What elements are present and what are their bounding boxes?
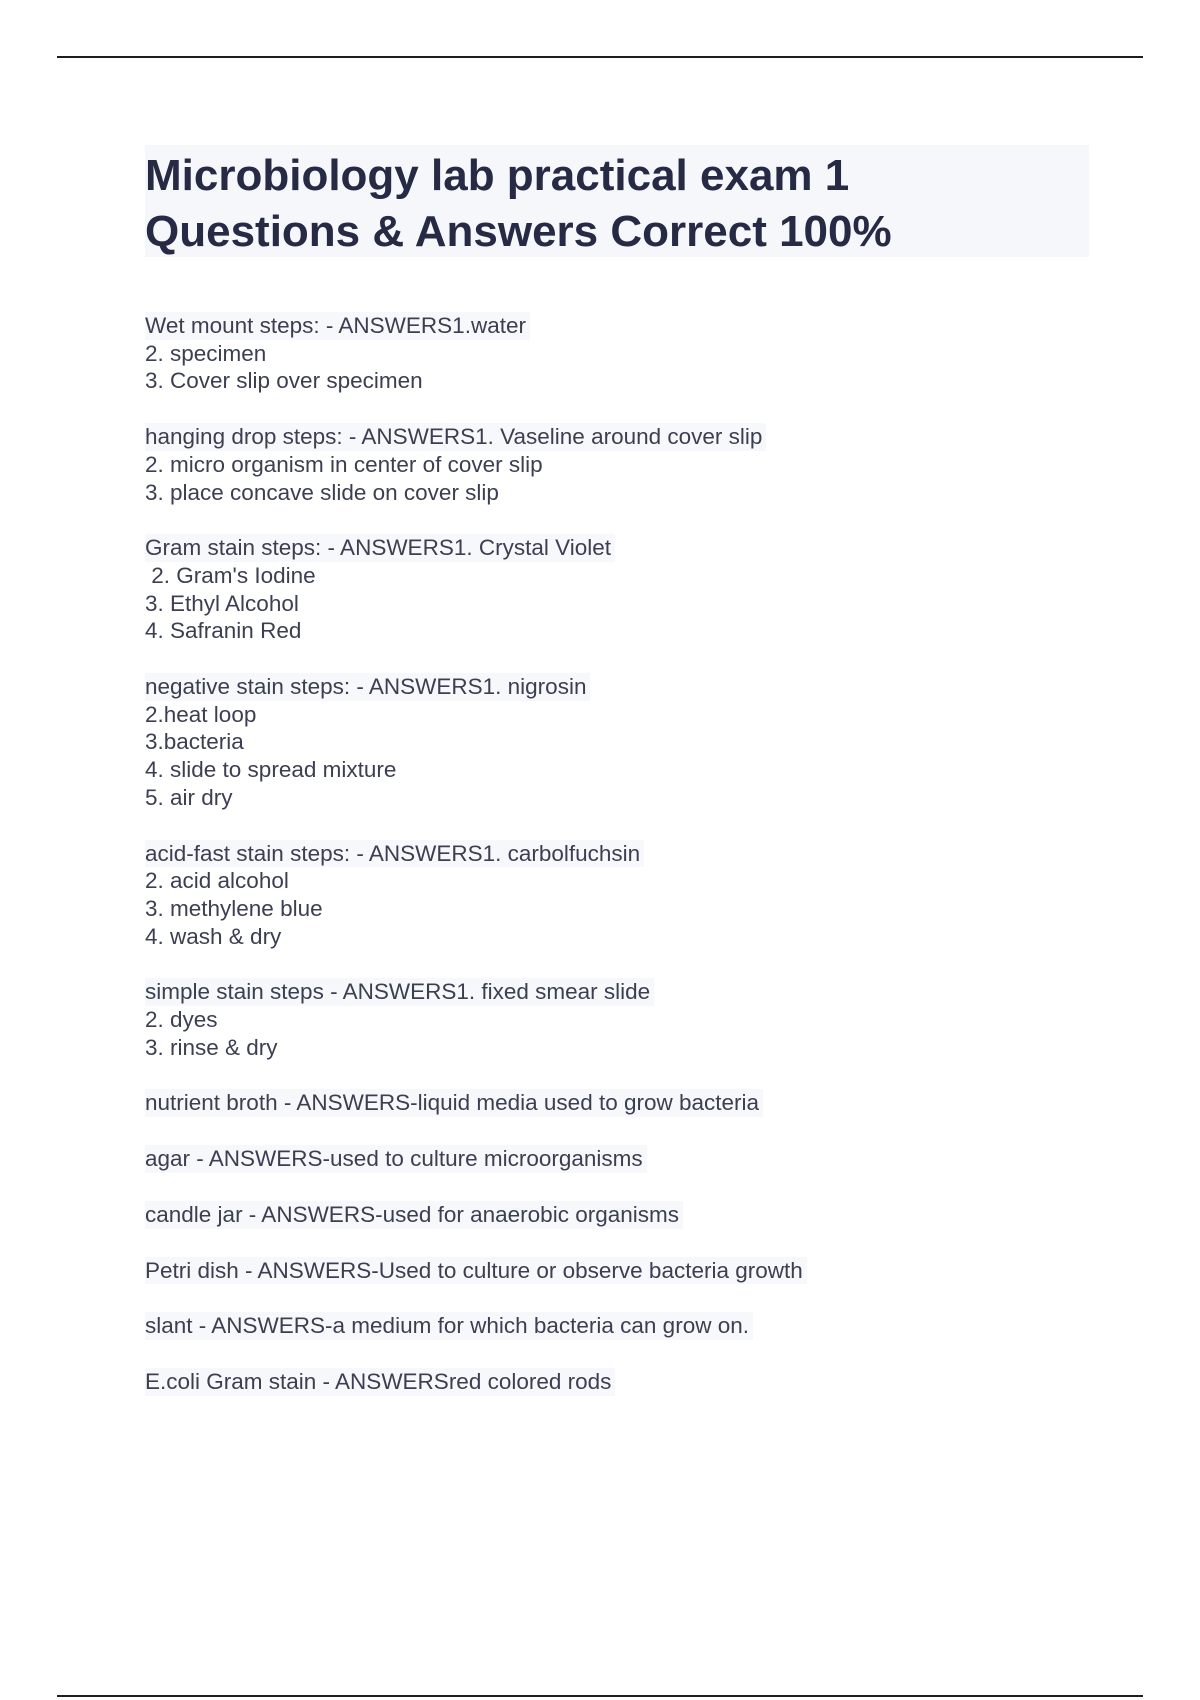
qa-question-line: hanging drop steps: - ANSWERS1. Vaseline around cover slip bbox=[145, 423, 766, 451]
header-divider bbox=[57, 56, 1143, 58]
qa-answer-line: 4. wash & dry bbox=[145, 923, 282, 949]
qa-answer-line: 2. micro organism in center of cover slip bbox=[145, 451, 543, 477]
qa-answer-line: 3.bacteria bbox=[145, 729, 244, 755]
qa-item-acid-fast-stain bbox=[145, 840, 1095, 951]
qa-question-line: acid-fast stain steps: - ANSWERS1. carbolfuchsin bbox=[145, 840, 644, 868]
qa-item-negative-stain bbox=[145, 673, 1095, 812]
qa-question-line: E.coli Gram stain - ANSWERSred colored rods bbox=[145, 1368, 615, 1396]
qa-question-line: slant - ANSWERS-a medium for which bacteria can grow on. bbox=[145, 1312, 753, 1340]
qa-answer-line: 5. air dry bbox=[145, 784, 233, 810]
footer-divider bbox=[57, 1695, 1143, 1697]
qa-answer-line: 3. methylene blue bbox=[145, 895, 323, 921]
qa-item-agar bbox=[145, 1145, 1095, 1173]
qa-answer-line: 4. Safranin Red bbox=[145, 618, 302, 644]
qa-item-simple-stain bbox=[145, 978, 1095, 1061]
qa-list bbox=[145, 312, 1095, 1424]
qa-question-line: Petri dish - ANSWERS-Used to culture or observe bacteria growth bbox=[145, 1257, 807, 1285]
qa-item-candle-jar bbox=[145, 1201, 1095, 1229]
qa-answer-line: 2. dyes bbox=[145, 1007, 218, 1033]
qa-answer-line: 2. specimen bbox=[145, 340, 267, 366]
qa-item-hanging-drop bbox=[145, 423, 1095, 506]
qa-question-line: Gram stain steps: - ANSWERS1. Crystal Violet bbox=[145, 534, 615, 562]
qa-item-slant bbox=[145, 1312, 1095, 1340]
qa-answer-line: 3. Ethyl Alcohol bbox=[145, 590, 299, 616]
qa-answer-line: 2. acid alcohol bbox=[145, 868, 289, 894]
qa-answer-line: 2.heat loop bbox=[145, 701, 257, 727]
qa-answer-line: 4. slide to spread mixture bbox=[145, 757, 397, 783]
qa-item-gram-stain bbox=[145, 534, 1095, 645]
qa-question-line: negative stain steps: - ANSWERS1. nigrosin bbox=[145, 673, 590, 701]
qa-item-petri-dish bbox=[145, 1257, 1095, 1285]
qa-question-line: candle jar - ANSWERS-used for anaerobic organisms bbox=[145, 1201, 683, 1229]
qa-question-line: Wet mount steps: - ANSWERS1.water bbox=[145, 312, 530, 340]
qa-question-line: simple stain steps - ANSWERS1. fixed smear slide bbox=[145, 978, 654, 1006]
qa-item-wet-mount bbox=[145, 312, 1095, 395]
qa-item-nutrient-broth bbox=[145, 1089, 1095, 1117]
qa-question-line: nutrient broth - ANSWERS-liquid media used to grow bacteria bbox=[145, 1089, 763, 1117]
document-title bbox=[145, 145, 1089, 257]
title-line-2: Questions & Answers Correct 100% bbox=[145, 207, 892, 256]
qa-answer-line: 2. Gram's Iodine bbox=[145, 562, 316, 588]
qa-question-line: agar - ANSWERS-used to culture microorganisms bbox=[145, 1145, 647, 1173]
title-line-1: Microbiology lab practical exam 1 bbox=[145, 151, 850, 200]
qa-answer-line: 3. Cover slip over specimen bbox=[145, 368, 423, 394]
qa-answer-line: 3. place concave slide on cover slip bbox=[145, 479, 499, 505]
qa-answer-line: 3. rinse & dry bbox=[145, 1034, 278, 1060]
qa-item-ecoli-gram-stain bbox=[145, 1368, 1095, 1396]
